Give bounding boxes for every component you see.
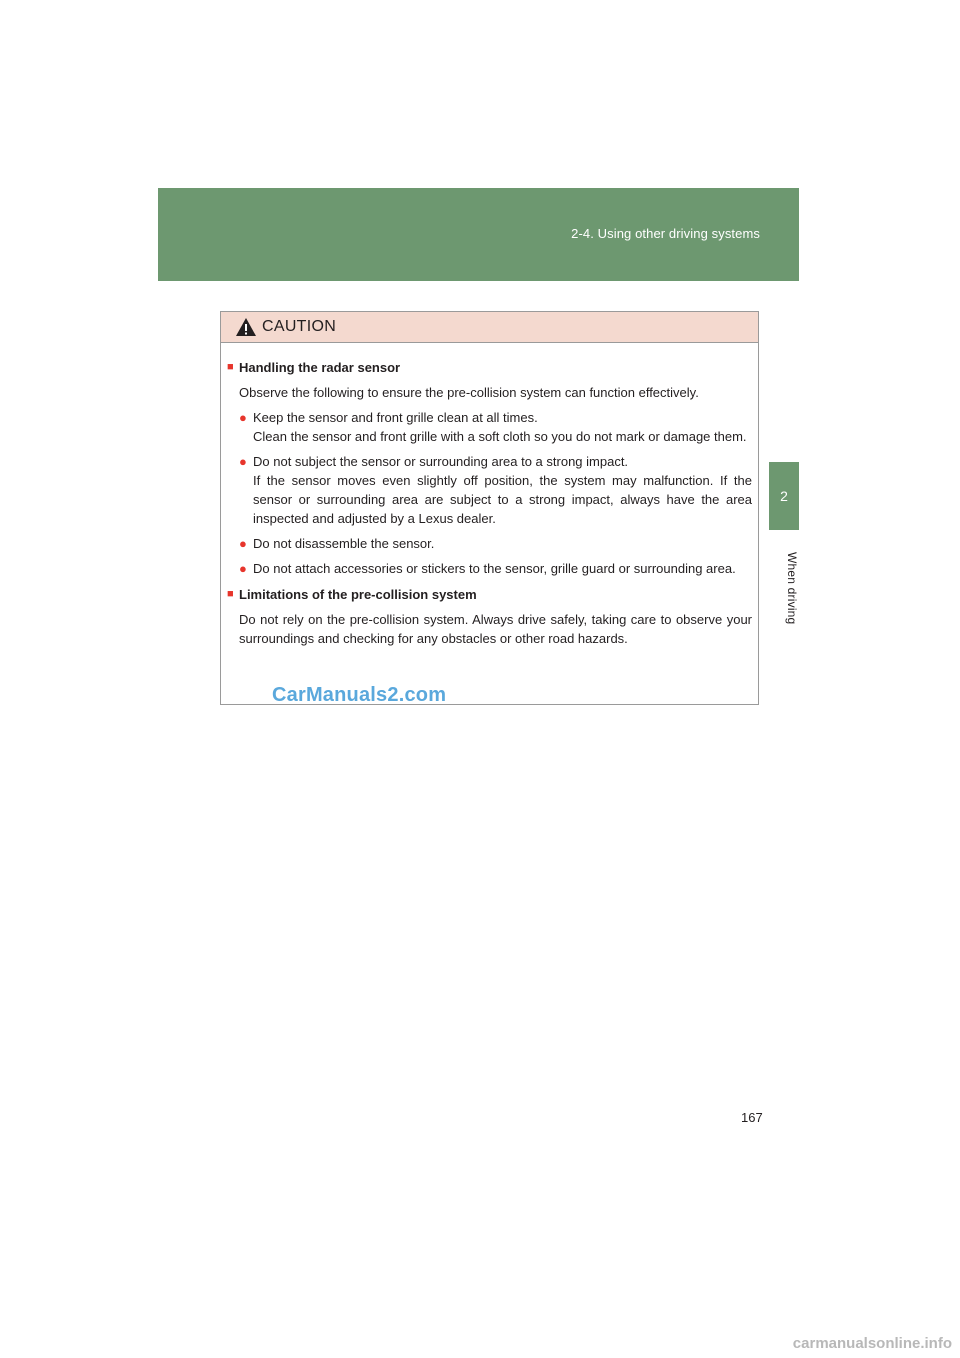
bullet-text: Do not attach accessories or stickers to the sensor, grille guard or surrounding area. [253, 561, 736, 576]
bullet-text: Do not subject the sensor or surrounding area to a strong impact. [253, 454, 629, 469]
watermark-logo: CarManuals2.com [272, 684, 447, 706]
round-bullet-icon: ● [239, 454, 247, 469]
list-item [239, 559, 752, 578]
section-heading [227, 358, 752, 377]
chapter-number: 2 [780, 488, 788, 504]
round-bullet-icon: ● [239, 536, 247, 551]
list-item [239, 408, 752, 446]
chapter-label: When driving [785, 551, 799, 625]
caution-title: CAUTION [262, 318, 337, 335]
round-bullet-icon: ● [239, 561, 247, 576]
list-item [239, 534, 752, 553]
caution-box [220, 311, 759, 705]
warning-triangle-icon [235, 317, 257, 337]
square-bullet-icon: ■ [227, 361, 234, 373]
chapter-tab [769, 462, 799, 530]
square-bullet-icon: ■ [227, 588, 234, 600]
section-heading-text: Limitations of the pre-collision system [239, 587, 477, 602]
caution-body [221, 343, 758, 648]
bullet-detail: If the sensor moves even slightly off position, the system may malfunction. If the sensor or surrounding area are subject to a strong impact, always have the area inspected and adjusted by a Lexus dealer. [253, 473, 752, 526]
section-title: 2-4. Using other driving systems [571, 226, 760, 241]
caution-header [221, 312, 758, 343]
header-band [158, 188, 799, 281]
section-heading-text: Handling the radar sensor [239, 360, 401, 375]
section-heading [227, 585, 752, 604]
bullet-detail: Clean the sensor and front grille with a soft cloth so you do not mark or damage them. [253, 429, 747, 444]
section-intro: Observe the following to ensure the pre-collision system can function effectively. [239, 385, 699, 400]
page-number: 167 [741, 1110, 763, 1125]
bullet-text: Keep the sensor and front grille clean at all times. [253, 410, 538, 425]
footer-watermark: carmanualsonline.info [792, 1335, 952, 1352]
list-item [239, 452, 752, 528]
round-bullet-icon: ● [239, 410, 247, 425]
bullet-text: Do not disassemble the sensor. [253, 536, 435, 551]
section-intro: Do not rely on the pre-collision system. Always drive safely, taking care to observe your surroundings and checking for any obstacles or other road hazards. [239, 612, 752, 646]
